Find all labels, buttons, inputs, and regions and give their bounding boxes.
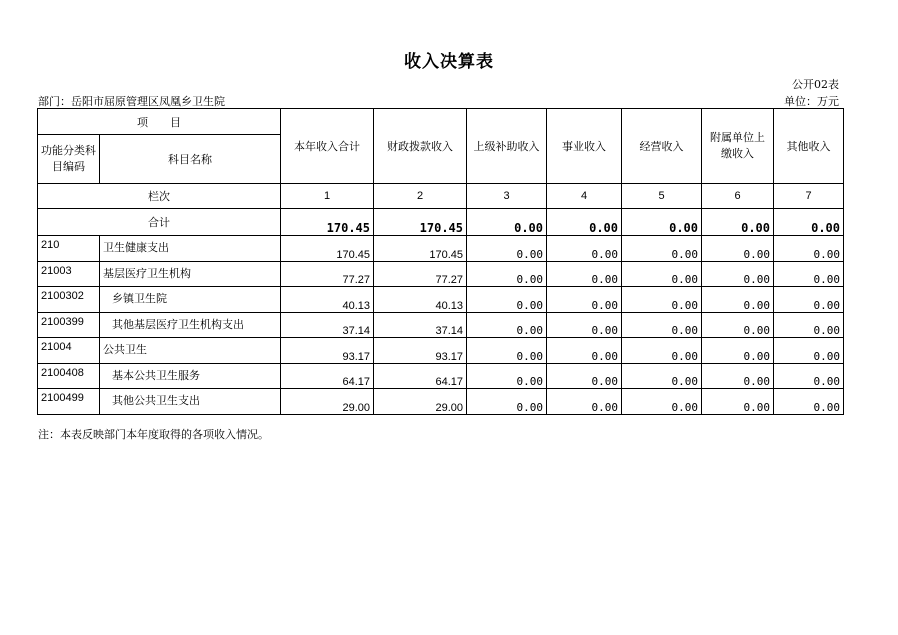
row-name: 基层医疗卫生机构: [100, 261, 281, 287]
row-value: 0.00: [547, 389, 622, 415]
header-code: 功能分类科目编码: [38, 135, 100, 184]
col-number: 5: [622, 184, 702, 209]
col-number: 2: [374, 184, 467, 209]
row-value: 37.14: [281, 312, 374, 338]
row-value: 0.00: [774, 287, 844, 313]
row-value: 29.00: [281, 389, 374, 415]
row-value: 40.13: [374, 287, 467, 313]
income-table: [37, 108, 844, 415]
row-value: 77.27: [281, 261, 374, 287]
row-number-label: 栏次: [38, 184, 281, 209]
row-value: 0.00: [622, 261, 702, 287]
row-name: 卫生健康支出: [100, 236, 281, 262]
row-code: 21003: [38, 261, 100, 287]
row-value: 0.00: [622, 287, 702, 313]
col-number: 1: [281, 184, 374, 209]
row-value: 0.00: [547, 363, 622, 389]
row-value: 29.00: [374, 389, 467, 415]
row-value: 0.00: [547, 338, 622, 364]
header-col-4: 事业收入: [547, 109, 622, 184]
col-number: 3: [467, 184, 547, 209]
row-value: 0.00: [702, 338, 774, 364]
table-row: [38, 389, 844, 415]
row-value: 0.00: [774, 363, 844, 389]
row-value: 0.00: [774, 261, 844, 287]
row-value: 0.00: [467, 389, 547, 415]
row-code: 2100302: [38, 287, 100, 313]
total-value: 0.00: [467, 209, 547, 236]
total-row: [38, 209, 844, 236]
row-name: 乡镇卫生院: [100, 287, 281, 313]
col-number: 4: [547, 184, 622, 209]
row-value: 0.00: [547, 261, 622, 287]
table-row: [38, 236, 844, 262]
row-value: 0.00: [467, 363, 547, 389]
row-value: 170.45: [374, 236, 467, 262]
total-value: 0.00: [774, 209, 844, 236]
row-value: 0.00: [622, 389, 702, 415]
row-value: 0.00: [702, 312, 774, 338]
total-value: 0.00: [622, 209, 702, 236]
header-col-2: 财政拨款收入: [374, 109, 467, 184]
table-row: [38, 287, 844, 313]
row-value: 0.00: [467, 338, 547, 364]
row-name: 其他公共卫生支出: [100, 389, 281, 415]
row-value: 0.00: [622, 236, 702, 262]
footnote: 注：本表反映部门本年度取得的各项收入情况。: [38, 428, 269, 441]
header-col-5: 经营收入: [622, 109, 702, 184]
header-col-7: 其他收入: [774, 109, 844, 184]
header-col-6: 附属单位上缴收入: [702, 109, 774, 184]
row-value: 64.17: [281, 363, 374, 389]
row-value: 0.00: [702, 363, 774, 389]
row-value: 0.00: [622, 338, 702, 364]
page-title: 收入决算表: [404, 52, 494, 72]
col-number: 7: [774, 184, 844, 209]
row-code: 2100499: [38, 389, 100, 415]
row-value: 0.00: [467, 261, 547, 287]
row-value: 0.00: [467, 287, 547, 313]
row-value: 0.00: [467, 236, 547, 262]
row-code: 2100399: [38, 312, 100, 338]
header-project: 项 目: [38, 109, 281, 135]
row-value: 0.00: [622, 312, 702, 338]
col-number: 6: [702, 184, 774, 209]
row-value: 0.00: [547, 287, 622, 313]
row-value: 0.00: [774, 338, 844, 364]
table-row: [38, 312, 844, 338]
row-value: 0.00: [547, 236, 622, 262]
row-value: 0.00: [774, 236, 844, 262]
row-value: 37.14: [374, 312, 467, 338]
row-code: 21004: [38, 338, 100, 364]
department-label: 部门：岳阳市屈原管理区凤凰乡卫生院: [38, 95, 225, 108]
row-value: 0.00: [774, 389, 844, 415]
row-code: 2100408: [38, 363, 100, 389]
row-value: 0.00: [622, 363, 702, 389]
header-name: 科目名称: [100, 135, 281, 184]
row-name: 其他基层医疗卫生机构支出: [100, 312, 281, 338]
total-value: 0.00: [702, 209, 774, 236]
row-name: 基本公共卫生服务: [100, 363, 281, 389]
row-value: 170.45: [281, 236, 374, 262]
unit-label: 单位：万元: [784, 95, 839, 108]
total-value: 170.45: [374, 209, 467, 236]
table-row: [38, 363, 844, 389]
row-value: 0.00: [702, 287, 774, 313]
row-value: 93.17: [374, 338, 467, 364]
row-value: 0.00: [467, 312, 547, 338]
table-row: [38, 261, 844, 287]
header-col-3: 上级补助收入: [467, 109, 547, 184]
form-number: 公开02表: [792, 78, 839, 91]
header-col-1: 本年收入合计: [281, 109, 374, 184]
row-value: 40.13: [281, 287, 374, 313]
row-name: 公共卫生: [100, 338, 281, 364]
row-value: 0.00: [774, 312, 844, 338]
row-value: 0.00: [702, 261, 774, 287]
row-value: 0.00: [702, 236, 774, 262]
row-value: 0.00: [702, 389, 774, 415]
row-code: 210: [38, 236, 100, 262]
row-value: 64.17: [374, 363, 467, 389]
row-value: 77.27: [374, 261, 467, 287]
total-label: 合计: [38, 209, 281, 236]
row-value: 93.17: [281, 338, 374, 364]
total-value: 170.45: [281, 209, 374, 236]
row-value: 0.00: [547, 312, 622, 338]
total-value: 0.00: [547, 209, 622, 236]
table-row: [38, 338, 844, 364]
